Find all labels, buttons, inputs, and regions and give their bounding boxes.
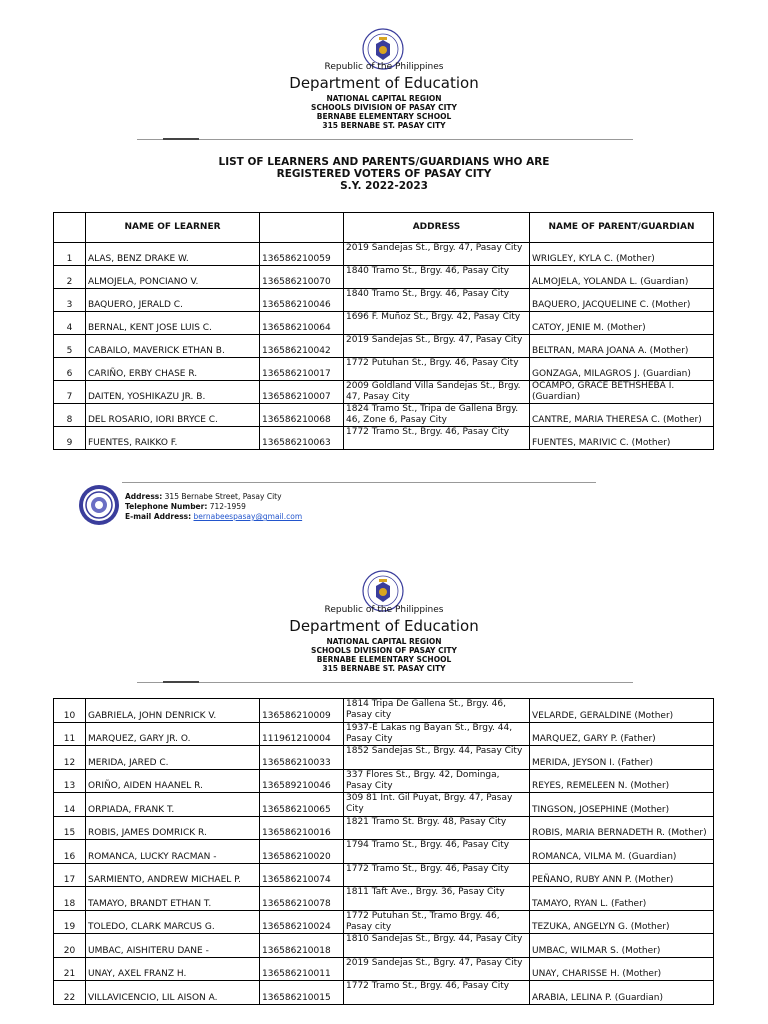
footer-contact: Address: 315 Bernabe Street, Pasay City Telephone Number: 712-1959 E-mail Address: bernabeespasay@gmail.com [125,492,303,521]
row-number: 12 [54,746,86,770]
learner-lrn: 136586210017 [260,358,344,381]
header-lrn [260,213,344,243]
learner-name: UMBAC, AISHITERU DANE - [86,934,260,958]
parent-guardian-name: TEZUKA, ANGELYN G. (Mother) [530,910,714,934]
table-row [54,910,714,934]
row-number: 19 [54,910,86,934]
parent-guardian-name: OCAMPO, GRACE BETHSHEBA I. (Guardian) [530,381,714,404]
learner-address: 1772 Putuhan St., Brgy. 46, Pasay City [344,358,530,381]
learner-lrn: 136586210007 [260,381,344,404]
learner-name: MARQUEZ, GARY JR. O. [86,722,260,746]
region-label: NATIONAL CAPITAL REGION [326,637,442,646]
learner-lrn: 136586210063 [260,427,344,450]
table-row [54,793,714,817]
learner-name: ORIÑO, AIDEN HAANEL R. [86,769,260,793]
learner-lrn: 136586210074 [260,863,344,887]
learner-address: 337 Flores St., Brgy. 42, Dominga, Pasay City [344,769,530,793]
row-number: 13 [54,769,86,793]
school-logo-icon [78,484,120,526]
table-row [54,266,714,289]
learner-name: VILLAVICENCIO, LIL AISON A. [86,981,260,1005]
learner-name: BERNAL, KENT JOSE LUIS C. [86,312,260,335]
table-row [54,816,714,840]
learner-name: CABAILO, MAVERICK ETHAN B. [86,335,260,358]
learner-address: 2019 Sandejas St., Brgy. 47, Pasay City [344,243,530,266]
row-number: 7 [54,381,86,404]
learner-lrn: 136586210046 [260,289,344,312]
row-number: 10 [54,699,86,723]
table-row [54,722,714,746]
learner-name: DEL ROSARIO, IORI BRYCE C. [86,404,260,427]
learner-address: 1696 F. Muñoz St., Brgy. 42, Pasay City [344,312,530,335]
learner-address: 1824 Tramo St., Tripa de Gallena Brgy. 46, Zone 6, Pasay City [344,404,530,427]
learner-name: ROMANCA, LUCKY RACMAN - [86,840,260,864]
table-row [54,312,714,335]
row-number: 18 [54,887,86,911]
learners-table-page-2 [53,698,714,1005]
learner-name: ORPIADA, FRANK T. [86,793,260,817]
document-title-line-3: S.Y. 2022-2023 [340,180,428,192]
learner-name: FUENTES, RAIKKO F. [86,427,260,450]
parent-guardian-name: MERIDA, JEYSON I. (Father) [530,746,714,770]
table-row [54,243,714,266]
learner-address: 309 81 Int. Gil Puyat, Brgy. 47, Pasay City [344,793,530,817]
table-row [54,289,714,312]
row-number: 4 [54,312,86,335]
parent-guardian-name: ROMANCA, VILMA M. (Guardian) [530,840,714,864]
learner-name: UNAY, AXEL FRANZ H. [86,957,260,981]
learner-name: ALAS, BENZ DRAKE W. [86,243,260,266]
address-label: Address [125,492,160,501]
parent-guardian-name: UMBAC, WILMAR S. (Mother) [530,934,714,958]
email-link[interactable]: bernabeespasay@gmail.com [193,512,303,521]
school-name: BERNABE ELEMENTARY SCHOOL [316,112,452,121]
learner-lrn: 136589210046 [260,769,344,793]
header-divider [137,682,633,683]
learner-lrn: 136586210015 [260,981,344,1005]
learner-address: 1772 Tramo St., Brgy. 46, Pasay City [344,981,530,1005]
learner-address: 2009 Goldland Villa Sandejas St., Brgy. 47, Pasay City [344,381,530,404]
learner-address: 1811 Taft Ave., Brgy. 36, Pasay City [344,887,530,911]
header-no [54,213,86,243]
header-address: ADDRESS [344,213,530,243]
region-label: NATIONAL CAPITAL REGION [326,94,442,103]
learner-name: ALMOJELA, PONCIANO V. [86,266,260,289]
republic-label: Republic of the Philippines [324,605,444,615]
parent-guardian-name: CANTRE, MARIA THERESA C. (Mother) [530,404,714,427]
school-address: 315 BERNABE ST. PASAY CITY [322,121,446,130]
table-row [54,840,714,864]
learner-address: 1937-E Lakas ng Bayan St., Brgy. 44, Pasay City [344,722,530,746]
header-divider-accent [163,681,199,683]
table-row [54,887,714,911]
row-number: 6 [54,358,86,381]
table-row [54,746,714,770]
learner-name: SARMIENTO, ANDREW MICHAEL P. [86,863,260,887]
table-row [54,358,714,381]
parent-guardian-name: WRIGLEY, KYLA C. (Mother) [530,243,714,266]
parent-guardian-name: REYES, REMELEEN N. (Mother) [530,769,714,793]
table-row [54,863,714,887]
row-number: 20 [54,934,86,958]
header-learner-name: NAME OF LEARNER [86,213,260,243]
learner-lrn: 136586210020 [260,840,344,864]
learner-name: BAQUERO, JERALD C. [86,289,260,312]
learner-lrn: 136586210078 [260,887,344,911]
parent-guardian-name: VELARDE, GERALDINE (Mother) [530,699,714,723]
learner-lrn: 136586210016 [260,816,344,840]
learner-address: 1840 Tramo St., Brgy. 46, Pasay City [344,289,530,312]
email-label: E-mail Address [125,512,189,521]
row-number: 2 [54,266,86,289]
learner-lrn: 136586210018 [260,934,344,958]
parent-guardian-name: CATOY, JENIE M. (Mother) [530,312,714,335]
learner-address: 1772 Tramo St., Brgy. 46, Pasay City [344,863,530,887]
learner-name: MERIDA, JARED C. [86,746,260,770]
learner-lrn: 136586210068 [260,404,344,427]
learner-lrn: 136586210042 [260,335,344,358]
parent-guardian-name: FUENTES, MARIVIC C. (Mother) [530,427,714,450]
header-divider [137,139,633,140]
parent-guardian-name: BAQUERO, JACQUELINE C. (Mother) [530,289,714,312]
republic-label: Republic of the Philippines [324,62,444,72]
parent-guardian-name: TINGSON, JOSEPHINE (Mother) [530,793,714,817]
table-row [54,427,714,450]
learner-address: 1821 Tramo St. Brgy. 48, Pasay City [344,816,530,840]
division-label: SCHOOLS DIVISION OF PASAY CITY [311,646,457,655]
document-title-line-1: LIST OF LEARNERS AND PARENTS/GUARDIANS WHO ARE [218,156,550,168]
learner-address: 1840 Tramo St., Brgy. 46, Pasay City [344,266,530,289]
phone-value: 712-1959 [209,502,246,511]
header-parent: NAME OF PARENT/GUARDIAN [530,213,714,243]
table-header-row [54,213,714,243]
footer-divider [122,482,596,483]
learner-name: TOLEDO, CLARK MARCUS G. [86,910,260,934]
row-number: 22 [54,981,86,1005]
learner-lrn: 136586210011 [260,957,344,981]
learner-name: ROBIS, JAMES DOMRICK R. [86,816,260,840]
row-number: 15 [54,816,86,840]
learner-name: TAMAYO, BRANDT ETHAN T. [86,887,260,911]
phone-label: Telephone Number [125,502,205,511]
learner-lrn: 111961210004 [260,722,344,746]
address-value: 315 Bernabe Street, Pasay City [164,492,282,501]
row-number: 17 [54,863,86,887]
row-number: 14 [54,793,86,817]
learner-lrn: 136586210059 [260,243,344,266]
row-number: 16 [54,840,86,864]
row-number: 11 [54,722,86,746]
learner-name: CARIÑO, ERBY CHASE R. [86,358,260,381]
parent-guardian-name: MARQUEZ, GARY P. (Father) [530,722,714,746]
learner-address: 2019 Sandejas St., Brgy. 47, Pasay City [344,335,530,358]
learner-lrn: 136586210070 [260,266,344,289]
department-title: Department of Education [289,74,479,92]
parent-guardian-name: BELTRAN, MARA JOANA A. (Mother) [530,335,714,358]
row-number: 3 [54,289,86,312]
learner-address: 1810 Sandejas St., Brgy. 44, Pasay City [344,934,530,958]
department-title: Department of Education [289,617,479,635]
parent-guardian-name: PEÑANO, RUBY ANN P. (Mother) [530,863,714,887]
parent-guardian-name: ROBIS, MARIA BERNADETH R. (Mother) [530,816,714,840]
learner-address: 1814 Tripa De Gallena St., Brgy. 46, Pasay city [344,699,530,723]
document-page-2 [0,548,768,1024]
header-divider-accent [163,138,199,140]
learner-lrn: 136586210024 [260,910,344,934]
row-number: 9 [54,427,86,450]
parent-guardian-name: ALMOJELA, YOLANDA L. (Guardian) [530,266,714,289]
table-row [54,381,714,404]
table-row [54,934,714,958]
document-title-line-2: REGISTERED VOTERS OF PASAY CITY [276,168,492,180]
parent-guardian-name: TAMAYO, RYAN L. (Father) [530,887,714,911]
table-row [54,699,714,723]
learner-address: 2019 Sandejas St., Bgry. 47, Pasay City [344,957,530,981]
learner-lrn: 136586210009 [260,699,344,723]
learner-address: 1852 Sandejas St., Brgy. 44, Pasay City [344,746,530,770]
table-row [54,957,714,981]
learner-name: DAITEN, YOSHIKAZU JR. B. [86,381,260,404]
learner-name: GABRIELA, JOHN DENRICK V. [86,699,260,723]
parent-guardian-name: UNAY, CHARISSE H. (Mother) [530,957,714,981]
learner-lrn: 136586210064 [260,312,344,335]
row-number: 5 [54,335,86,358]
parent-guardian-name: GONZAGA, MILAGROS J. (Guardian) [530,358,714,381]
learner-address: 1772 Putuhan St., Tramo Brgy. 46, Pasay city [344,910,530,934]
school-address: 315 BERNABE ST. PASAY CITY [322,664,446,673]
school-name: BERNABE ELEMENTARY SCHOOL [316,655,452,664]
table-row [54,769,714,793]
row-number: 21 [54,957,86,981]
table-row [54,335,714,358]
row-number: 8 [54,404,86,427]
row-number: 1 [54,243,86,266]
learner-lrn: 136586210033 [260,746,344,770]
learner-address: 1794 Tramo St., Brgy. 46, Pasay City [344,840,530,864]
table-row [54,404,714,427]
learners-table-page-1 [53,212,714,450]
learner-address: 1772 Tramo St., Brgy. 46, Pasay City [344,427,530,450]
table-row [54,981,714,1005]
division-label: SCHOOLS DIVISION OF PASAY CITY [311,103,457,112]
learner-lrn: 136586210065 [260,793,344,817]
parent-guardian-name: ARABIA, LELINA P. (Guardian) [530,981,714,1005]
